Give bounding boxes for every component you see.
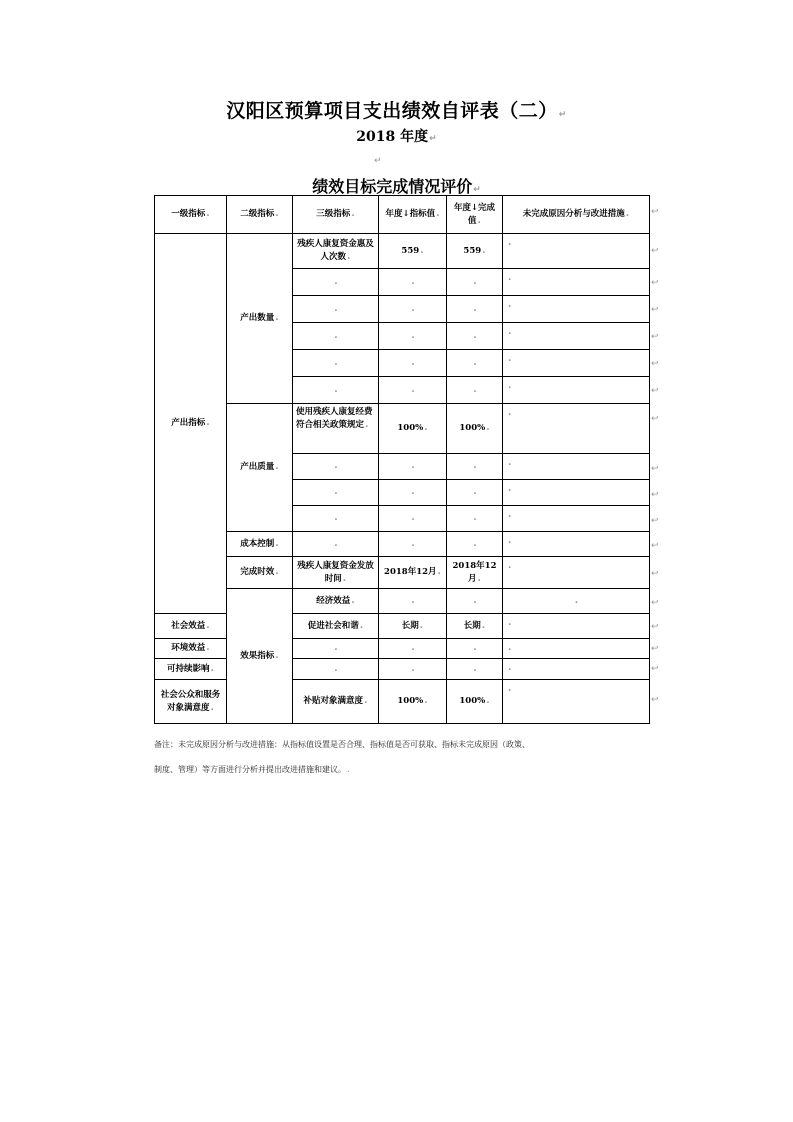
indicator-cell: 补贴对象满意度. (293, 680, 379, 724)
analysis-cell: . (503, 557, 650, 589)
table-row (155, 234, 650, 269)
paragraph-mark: ↵ (374, 156, 382, 166)
row-end-mark: ↩ (651, 359, 659, 369)
row-end-mark: ↩ (651, 246, 659, 256)
target-cell: 559. (379, 234, 447, 269)
analysis-cell: . (503, 480, 650, 506)
actual-cell: 2018年12月. (447, 557, 503, 589)
subgroup-economic: 经济效益. (293, 589, 379, 614)
indicator-cell: . (293, 323, 379, 350)
analysis-cell: . (503, 680, 650, 724)
indicator-cell: . (293, 639, 379, 659)
analysis-cell: . (503, 234, 650, 269)
row-end-mark: ↩ (651, 386, 659, 396)
actual-cell: 100%. (447, 404, 503, 454)
indicator-cell: . (293, 350, 379, 377)
indicator-cell: 使用残疾人康复经费符合相关政策规定. (293, 404, 379, 454)
subgroup-quality: 产出质量. (227, 404, 293, 532)
subgroup-timeliness: 完成时效. (227, 557, 293, 589)
subgroup-cost: 成本控制. (227, 532, 293, 557)
analysis-cell: . (503, 454, 650, 480)
actual-cell: . (447, 377, 503, 404)
indicator-cell: . (293, 269, 379, 296)
row-end-mark: ↩ (651, 695, 659, 705)
analysis-cell: . (503, 506, 650, 532)
target-cell: 100%. (379, 680, 447, 724)
target-cell: . (379, 659, 447, 680)
table-row (155, 532, 650, 557)
header-row (155, 196, 650, 234)
subgroup-environmental: 环境效益. (155, 639, 227, 659)
target-cell: . (379, 454, 447, 480)
indicator-cell: . (293, 659, 379, 680)
actual-cell: . (447, 350, 503, 377)
group-output: 产出指标. (155, 234, 227, 614)
table-row (155, 557, 650, 589)
actual-cell: . (447, 323, 503, 350)
row-end-mark: ↩ (651, 207, 659, 217)
actual-cell: . (447, 506, 503, 532)
analysis-cell: . (503, 659, 650, 680)
analysis-cell: . (503, 350, 650, 377)
actual-cell: 长期. (447, 614, 503, 639)
target-cell: . (379, 639, 447, 659)
target-cell: . (379, 350, 447, 377)
indicator-cell: 残疾人康复资金惠及人次数. (293, 234, 379, 269)
indicator-cell: . (293, 296, 379, 323)
footnote-line-1: 备注：未完成原因分析与改进措施：从指标值设置是否合理、指标值是否可获取、指标未完成原因（政策、 (154, 740, 530, 749)
header-level2: 二级指标. (227, 196, 293, 234)
analysis-cell: . (503, 614, 650, 639)
header-annual-target: 年度↓指标值. (379, 196, 447, 234)
header-level1: 一级指标. (155, 196, 227, 234)
target-cell: . (379, 506, 447, 532)
analysis-cell: . (503, 296, 650, 323)
row-end-mark: ↩ (651, 305, 659, 315)
indicator-cell: . (293, 480, 379, 506)
header-analysis: 未完成原因分析与改进措施. (503, 196, 650, 234)
analysis-cell: . (503, 323, 650, 350)
indicator-cell: . (293, 454, 379, 480)
actual-cell: . (447, 269, 503, 296)
row-end-mark: ↩ (651, 569, 659, 579)
row-end-mark: ↩ (651, 278, 659, 288)
target-cell: . (447, 589, 503, 614)
row-end-mark: ↩ (651, 622, 659, 632)
target-cell: . (379, 377, 447, 404)
header-annual-actual: 年度↓完成值. (447, 196, 503, 234)
analysis-cell: . (503, 377, 650, 404)
actual-cell: . (447, 454, 503, 480)
target-cell: . (379, 323, 447, 350)
indicator-cell: . (379, 589, 447, 614)
subgroup-sustainable: 可持续影响. (155, 659, 227, 680)
actual-cell: . (447, 296, 503, 323)
section-title: 绩效目标完成情况评价↵ (312, 177, 481, 196)
subgroup-social: 社会效益. (155, 614, 227, 639)
actual-cell: . (503, 589, 650, 614)
row-end-mark: ↩ (651, 541, 659, 551)
row-end-mark: ↩ (651, 516, 659, 526)
target-cell: 长期. (379, 614, 447, 639)
row-end-mark: ↩ (651, 464, 659, 474)
target-cell: 100%. (379, 404, 447, 454)
page-title: 汉阳区预算项目支出绩效自评表（二）↵ (226, 100, 567, 122)
group-effect: 效果指标. (227, 589, 293, 724)
actual-cell: . (447, 639, 503, 659)
subgroup-satisfaction: 社会公众和服务对象满意度. (155, 680, 227, 724)
table-row (155, 589, 650, 614)
analysis-cell: . (503, 532, 650, 557)
actual-cell: . (447, 532, 503, 557)
actual-cell: 100%. (447, 680, 503, 724)
row-end-mark: ↩ (651, 664, 659, 674)
actual-cell: . (447, 659, 503, 680)
indicator-cell: 促进社会和谐. (293, 614, 379, 639)
actual-cell: . (447, 480, 503, 506)
analysis-cell: . (503, 639, 650, 659)
target-cell: . (379, 269, 447, 296)
target-cell: . (379, 532, 447, 557)
row-end-mark: ↩ (651, 598, 659, 608)
row-end-mark: ↩ (651, 414, 659, 424)
footnote-line-2: 制度、管理）等方面进行分析并提出改进措施和建议。. (154, 765, 350, 775)
analysis-cell: . (503, 404, 650, 454)
subgroup-quantity: 产出数量. (227, 234, 293, 404)
indicator-cell: . (293, 377, 379, 404)
target-cell: . (379, 296, 447, 323)
report-year: 2018 年度↵ (356, 129, 437, 145)
row-end-mark: ↩ (651, 490, 659, 500)
actual-cell: 559. (447, 234, 503, 269)
target-cell: 2018年12月. (379, 557, 447, 589)
row-end-mark: ↩ (651, 332, 659, 342)
analysis-cell: . (503, 269, 650, 296)
target-cell: . (379, 480, 447, 506)
performance-table (154, 195, 650, 724)
indicator-cell: 残疾人康复资金发放时间. (293, 557, 379, 589)
indicator-cell: . (293, 506, 379, 532)
table-row (155, 404, 650, 454)
row-end-mark: ↩ (651, 644, 659, 654)
header-level3: 三级指标. (293, 196, 379, 234)
indicator-cell: . (293, 532, 379, 557)
